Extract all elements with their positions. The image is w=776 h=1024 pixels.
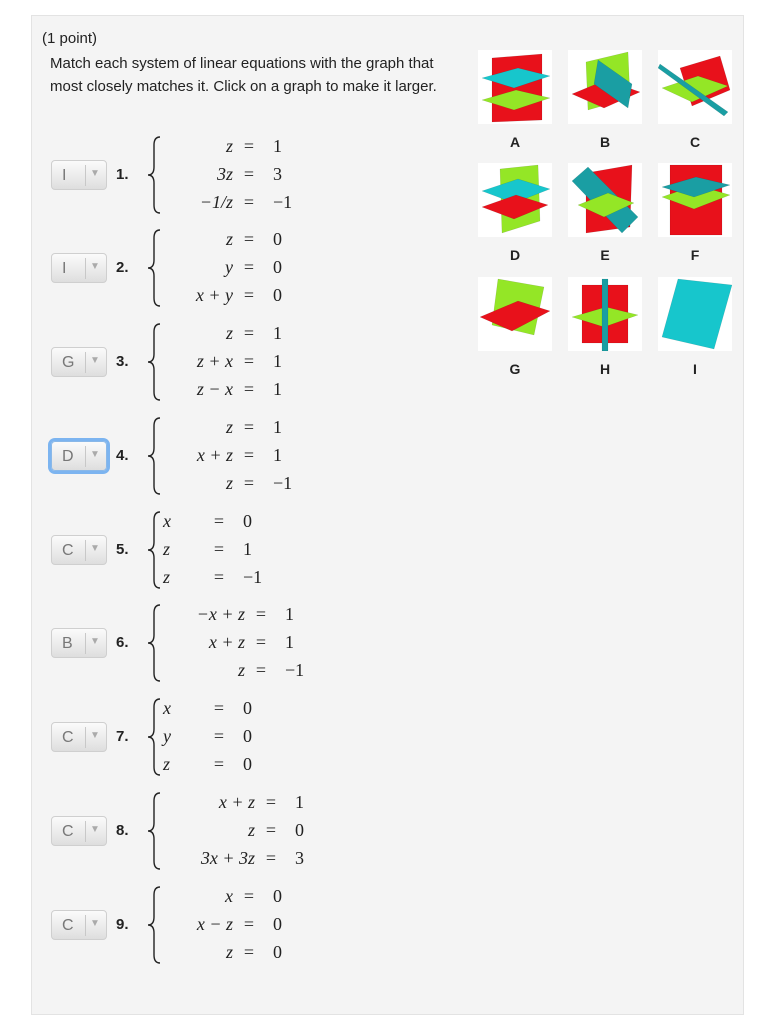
brace-icon <box>145 135 163 215</box>
chevron-down-icon: ▼ <box>90 918 100 929</box>
equals-sign: = <box>243 257 255 277</box>
answer-select[interactable] <box>51 160 107 190</box>
answer-select[interactable] <box>51 441 107 471</box>
equals-sign: = <box>213 726 225 746</box>
select-divider <box>85 165 86 186</box>
equation-lhs: z <box>225 942 233 962</box>
equals-sign: = <box>213 511 225 531</box>
equation-rhs: 0 <box>273 257 282 277</box>
equation-rhs: −1 <box>243 567 263 587</box>
graph-label: D <box>509 247 521 263</box>
equation-lhs: 3x + 3z <box>200 848 255 868</box>
equation-lhs: z <box>225 229 233 249</box>
equals-sign: = <box>243 445 255 465</box>
equation-lhs: z <box>225 417 233 437</box>
equation-lhs: z <box>163 754 171 774</box>
question-number: 1. <box>116 166 129 183</box>
chevron-down-icon: ▼ <box>90 168 100 179</box>
equals-sign: = <box>213 539 225 559</box>
equation-lhs: z <box>163 567 171 587</box>
equation-lhs: z + x <box>196 351 233 371</box>
equation-rhs: 0 <box>273 942 282 962</box>
question-number: 2. <box>116 259 129 276</box>
answer-select[interactable] <box>51 910 107 940</box>
points-label: (1 point) <box>42 30 98 47</box>
answer-select-value: I <box>62 260 67 277</box>
graph-label: E <box>600 247 610 263</box>
equation-lhs: x <box>163 698 171 718</box>
answer-select[interactable] <box>51 722 107 752</box>
answer-select[interactable] <box>51 816 107 846</box>
question-row <box>0 786 776 876</box>
question-number: 6. <box>116 634 129 651</box>
equation-rhs: 1 <box>273 417 282 437</box>
equals-sign: = <box>213 698 225 718</box>
select-divider <box>85 915 86 936</box>
equation-rhs: 0 <box>243 511 252 531</box>
equation-rhs: 3 <box>273 164 282 184</box>
equals-sign: = <box>243 351 255 371</box>
select-divider <box>85 446 86 467</box>
equation-lhs: z <box>225 136 233 156</box>
answer-select-value: C <box>62 823 74 840</box>
equation-rhs: 1 <box>285 604 294 624</box>
chevron-down-icon: ▼ <box>90 543 100 554</box>
chevron-down-icon: ▼ <box>90 449 100 460</box>
chevron-down-icon: ▼ <box>90 636 100 647</box>
equation-rhs: 3 <box>295 848 304 868</box>
question-number: 5. <box>116 541 129 558</box>
brace-icon <box>145 603 163 683</box>
brace-icon <box>145 322 163 402</box>
equation-rhs: 1 <box>273 136 282 156</box>
equation-rhs: −1 <box>273 192 293 212</box>
answer-select-value: C <box>62 917 74 934</box>
brace-icon <box>145 885 163 965</box>
brace-icon <box>145 416 163 496</box>
equation-lhs: x + z <box>196 445 233 465</box>
equals-sign: = <box>243 417 255 437</box>
equals-sign: = <box>213 754 225 774</box>
equals-sign: = <box>243 323 255 343</box>
equation-rhs: 0 <box>273 285 282 305</box>
equation-lhs: x <box>225 886 233 906</box>
answer-select-value: D <box>62 448 74 465</box>
equals-sign: = <box>265 820 277 840</box>
equation-rhs: 0 <box>273 914 282 934</box>
equation-lhs: x + z <box>218 792 255 812</box>
equation-lhs: z <box>225 473 233 493</box>
equation-lhs: x + y <box>195 285 233 305</box>
equation-rhs: 0 <box>273 886 282 906</box>
graph-label: A <box>509 134 521 150</box>
answer-select[interactable] <box>51 253 107 283</box>
question-row <box>0 598 776 688</box>
graph-thumbnail[interactable] <box>568 163 642 237</box>
select-divider <box>85 258 86 279</box>
select-divider <box>85 352 86 373</box>
instructions-text: Match each system of linear equations with the graph that most closely matches it. Click on a graph to make it larger. <box>50 55 437 95</box>
equation-rhs: 1 <box>273 379 282 399</box>
equals-sign: = <box>255 660 267 680</box>
question-number: 4. <box>116 447 129 464</box>
graph-label: G <box>509 361 521 377</box>
answer-select-value: I <box>62 167 67 184</box>
equals-sign: = <box>255 632 267 652</box>
equals-sign: = <box>243 379 255 399</box>
question-number: 7. <box>116 728 129 745</box>
equation-rhs: 1 <box>273 351 282 371</box>
equals-sign: = <box>243 192 255 212</box>
answer-select[interactable] <box>51 535 107 565</box>
equals-sign: = <box>265 792 277 812</box>
equation-rhs: 1 <box>273 445 282 465</box>
graph-label: B <box>599 134 611 150</box>
equation-lhs: z <box>237 660 245 680</box>
graph-thumbnail[interactable] <box>568 50 642 124</box>
equation-rhs: 1 <box>243 539 252 559</box>
graph-thumbnail[interactable] <box>658 163 732 237</box>
equation-lhs: −x + z <box>196 604 245 624</box>
equals-sign: = <box>243 136 255 156</box>
question-number: 3. <box>116 353 129 370</box>
equals-sign: = <box>265 848 277 868</box>
equation-lhs: x <box>163 511 171 531</box>
question-row <box>0 411 776 501</box>
question-number: 8. <box>116 822 129 839</box>
equation-rhs: 0 <box>243 754 252 774</box>
question-row <box>0 505 776 595</box>
equation-lhs: x + z <box>208 632 245 652</box>
answer-select-value: B <box>62 635 73 652</box>
brace-icon <box>145 791 163 871</box>
equation-rhs: 1 <box>295 792 304 812</box>
chevron-down-icon: ▼ <box>90 261 100 272</box>
answer-select-value: C <box>62 542 74 559</box>
select-divider <box>85 727 86 748</box>
equals-sign: = <box>213 567 225 587</box>
question-row <box>0 880 776 970</box>
graph-label: F <box>690 247 700 263</box>
graph-thumbnail[interactable] <box>478 163 552 237</box>
equals-sign: = <box>243 285 255 305</box>
equation-rhs: 1 <box>285 632 294 652</box>
equation-lhs: y <box>225 257 233 277</box>
equation-rhs: 0 <box>295 820 304 840</box>
graph-thumbnail[interactable] <box>478 50 552 124</box>
equation-lhs: z − x <box>196 379 233 399</box>
graph-thumbnail[interactable] <box>658 277 732 351</box>
equation-lhs: z <box>247 820 255 840</box>
graph-label: I <box>693 361 697 377</box>
answer-select[interactable] <box>51 628 107 658</box>
equals-sign: = <box>243 164 255 184</box>
graph-thumbnail[interactable] <box>478 277 552 351</box>
equation-rhs: −1 <box>273 473 293 493</box>
answer-select[interactable] <box>51 347 107 377</box>
select-divider <box>85 540 86 561</box>
equals-sign: = <box>243 473 255 493</box>
equation-rhs: −1 <box>285 660 305 680</box>
equation-lhs: y <box>163 726 171 746</box>
equation-lhs: z <box>163 539 171 559</box>
graph-thumbnail[interactable] <box>658 50 732 124</box>
equals-sign: = <box>243 886 255 906</box>
chevron-down-icon: ▼ <box>90 355 100 366</box>
equation-rhs: 0 <box>273 229 282 249</box>
equation-lhs: z <box>225 323 233 343</box>
chevron-down-icon: ▼ <box>90 824 100 835</box>
equation-lhs: 3z <box>216 164 233 184</box>
brace-icon <box>145 697 163 777</box>
graph-label: H <box>599 361 611 377</box>
chevron-down-icon: ▼ <box>90 730 100 741</box>
brace-icon <box>145 510 163 590</box>
question-row <box>0 692 776 782</box>
graph-label: C <box>689 134 701 150</box>
equation-lhs: −1/z <box>199 192 233 212</box>
equals-sign: = <box>255 604 267 624</box>
question-number: 9. <box>116 916 129 933</box>
equals-sign: = <box>243 914 255 934</box>
equals-sign: = <box>243 229 255 249</box>
select-divider <box>85 821 86 842</box>
equation-rhs: 0 <box>243 726 252 746</box>
answer-select-value: C <box>62 729 74 746</box>
graph-thumbnail[interactable] <box>568 277 642 351</box>
brace-icon <box>145 228 163 308</box>
select-divider <box>85 633 86 654</box>
equation-rhs: 1 <box>273 323 282 343</box>
equation-lhs: x − z <box>196 914 233 934</box>
equals-sign: = <box>243 942 255 962</box>
equation-rhs: 0 <box>243 698 252 718</box>
answer-select-value: G <box>62 354 75 371</box>
